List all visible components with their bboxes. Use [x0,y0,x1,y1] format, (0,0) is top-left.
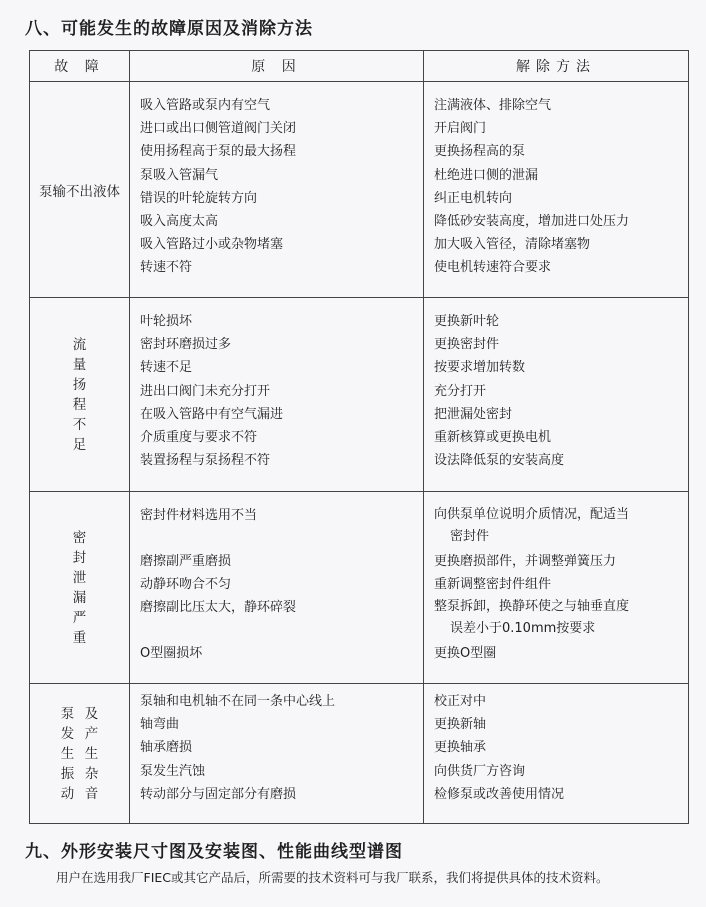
cause-cell [130,492,424,684]
table-row [30,82,689,298]
cause-item: 进口或出口侧管道阀门关闭 [140,121,297,137]
cause-cell [130,82,424,298]
cause-item: 轴弯曲 [140,717,180,733]
table-row [30,492,689,684]
cause-item: 密封件材料选用不当 [140,508,258,523]
page-title: 八、可能发生的故障原因及消除方法 [25,19,313,39]
cause-item: 转动部分与固定部分有磨损 [140,786,297,802]
cause-item: 吸入管路或泵内有空气 [140,98,271,113]
cause-item: 磨擦副比压太大，静环碎裂 [140,600,297,616]
header-cause: 原 因 [130,51,424,82]
cause-item: 吸入高度太高 [140,213,219,229]
table-row [30,298,689,492]
table-row [30,684,689,824]
cause-item: 泵吸入管漏气 [140,167,219,183]
remedy-item: 设法降低泵的安装高度 [434,453,565,469]
cause-item: 密封环磨损过多 [140,337,232,353]
cause-item: 泵轴和电机轴不在同一条中心线上 [140,694,336,709]
cause-item: 转速不足 [140,360,193,376]
header-fault: 故 障 [30,51,130,82]
remedy-item: 校正对中 [434,694,487,709]
cause-item: 转速不符 [140,260,193,276]
remedy-item: 纠正电机转向 [434,190,513,206]
remedy-item: 向供货厂方咨询 [434,763,526,779]
cause-item: 在吸入管路中有空气漏进 [140,406,284,422]
fault-name: 流量扬程不足 [30,298,130,492]
remedy-item: 重新核算或更换电机 [434,429,552,445]
remedy-item: 降低砂安装高度，增加进口处压力 [434,213,630,229]
remedy-item: 加大吸入管径，清除堵塞物 [434,237,591,253]
remedy-cell [424,492,689,684]
cause-item: 装置扬程与泵扬程不符 [140,453,271,469]
cause-item: 错误的叶轮旋转方向 [140,190,258,206]
remedy-item: 把泄漏处密封 [434,406,513,422]
remedy-item: 整泵拆卸，换静环使之与轴垂直度 误差小于0.10mm按要求 [434,599,630,637]
remedy-cell [424,82,689,298]
remedy-item: 开启阀门 [434,121,487,137]
remedy-item: 杜绝进口侧的泄漏 [434,167,539,183]
cause-item: 使用扬程高于泵的最大扬程 [140,144,297,160]
section-9-title: 九、外形安装尺寸图及安装图、性能曲线型谱图 [25,842,403,862]
cause-item: 吸入管路过小或杂物堵塞 [140,237,284,253]
section-9-note: 用户在选用我厂FIEC或其它产品后，所需要的技术资料可与我厂联系，我们将提供具体的技术资料。 [56,870,609,885]
cause-item: 泵发生汽蚀 [140,763,206,779]
remedy-item: 检修泵或改善使用情况 [434,786,565,802]
remedy-item: 更换轴承 [434,740,487,756]
cause-item: 进出口阀门未充分打开 [140,383,271,399]
cause-item: 动静环吻合不匀 [140,577,232,593]
remedy-item: 向供泵单位说明介质情况，配适当 密封件 [434,507,630,544]
cause-cell [130,684,424,824]
remedy-item: 更换密封件 [434,337,500,353]
remedy-item: 更换新叶轮 [434,314,500,329]
cause-cell [130,298,424,492]
fault-table [29,50,689,824]
remedy-cell [424,684,689,824]
fault-name: 泵输不出液体 [30,82,130,298]
remedy-item: 更换磨损部件，并调整弹簧压力 [434,554,617,569]
remedy-item: 充分打开 [434,383,487,399]
remedy-item: 更换新轴 [434,717,487,733]
cause-item: O型圈损坏 [140,646,203,662]
cause-item: 叶轮损坏 [140,314,193,329]
remedy-cell [424,298,689,492]
remedy-item: 更换扬程高的泵 [434,144,526,160]
table-header-row [30,51,689,82]
remedy-item: 按要求增加转数 [434,360,526,376]
remedy-item: 重新调整密封件组件 [434,577,552,593]
header-remedy: 解除方法 [424,51,689,82]
cause-item: 轴承磨损 [140,740,193,756]
cause-item: 介质重度与要求不符 [140,429,258,445]
cause-item: 磨擦副严重磨损 [140,554,232,569]
fault-name: 密封泄漏严重 [30,492,130,684]
remedy-item: 使电机转速符合要求 [434,260,552,276]
remedy-item: 更换O型圈 [434,646,497,662]
remedy-item: 注满液体、排除空气 [434,98,552,113]
fault-name: 泵发生振动 及产生杂音 [30,684,130,824]
